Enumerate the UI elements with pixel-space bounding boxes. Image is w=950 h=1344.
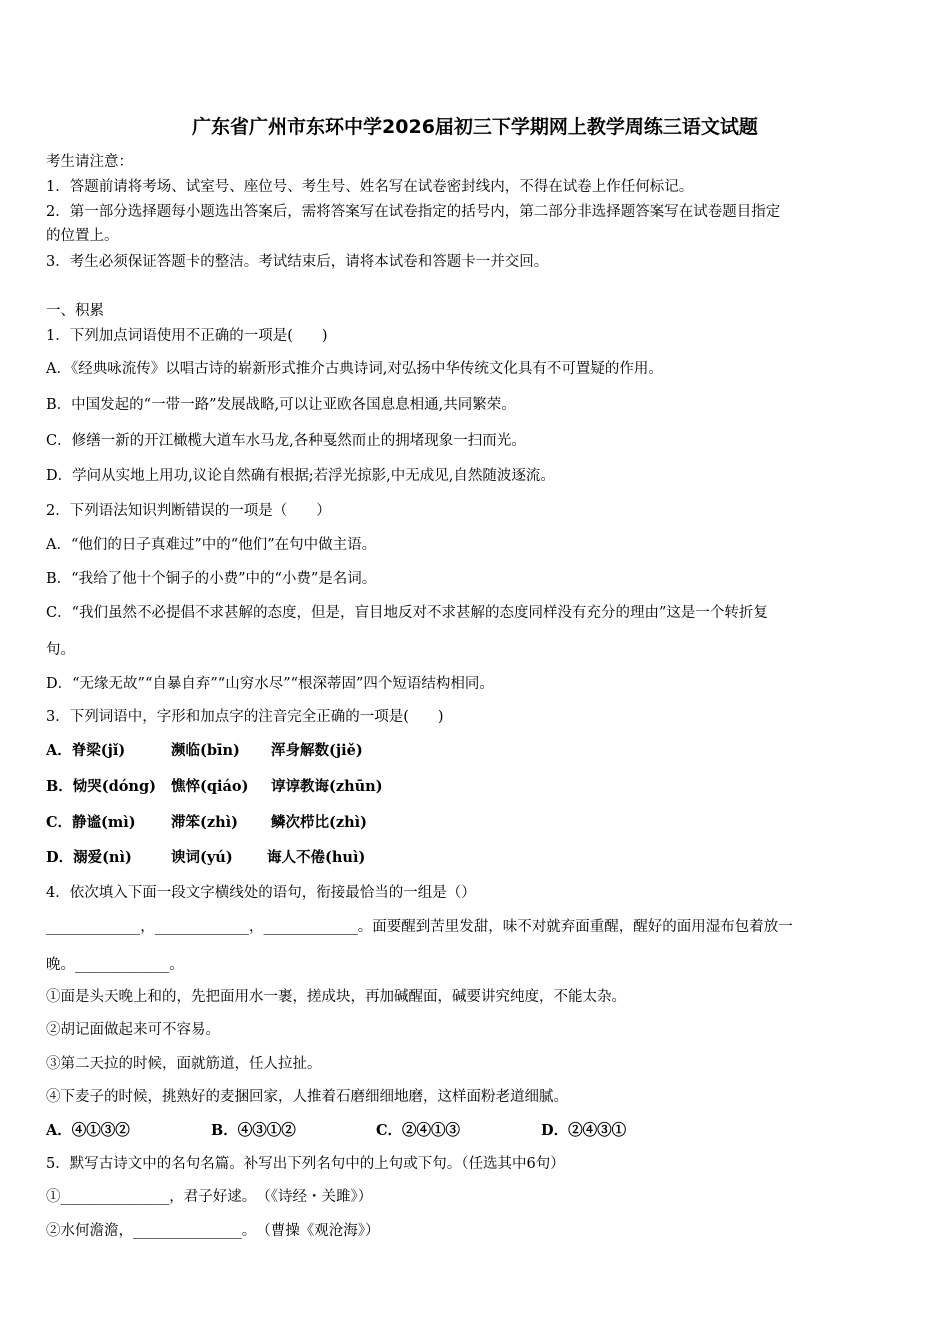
- question-1-option-c: C．修缮一新的开江橄榄大道车水马龙,各种戛然而止的拥堵现象一扫而光。: [46, 433, 526, 449]
- option-word: 谀词(yú): [171, 849, 233, 866]
- question-2-option-a: A．“他们的日子真难过”中的“他们”在句中做主语。: [46, 537, 377, 553]
- notice-item: 1．答题前请将考场、试室号、座位号、考生号、姓名写在试卷密封线内，不得在试卷上作任何标记。: [46, 179, 694, 195]
- option-word: 憔悴(qiáo): [171, 778, 249, 795]
- option-word: 谆谆教诲(zhūn): [271, 778, 383, 795]
- option-word: 诲人不倦(huì): [267, 849, 366, 866]
- section-heading: 一、积累: [46, 303, 104, 319]
- question-1-stem: 1．下列加点词语使用不正确的一项是( ): [46, 328, 328, 344]
- option-word: 濒临(bīn): [171, 742, 240, 759]
- option-word: 鳞次栉比(zhì): [271, 814, 368, 831]
- question-4-option: D．②④③①: [541, 1122, 627, 1139]
- question-3-option-a: [46, 741, 363, 761]
- question-5-item: ②水何澹澹，_______________。 （曹操《观沧海》）: [46, 1223, 380, 1239]
- question-4-passage-cont: 晚。_____________。: [46, 957, 184, 973]
- question-4-option: B．④③①②: [211, 1122, 296, 1139]
- question-4-options: [46, 1121, 626, 1141]
- question-2-option-d: D．“无缘无故”“自暴自弃”“山穷水尽”“根深蒂固”四个短语结构相同。: [46, 676, 494, 692]
- option-word: B．恸哭(dóng): [46, 778, 156, 795]
- question-4-passage: _____________，_____________，_____________。面要醒到苦里发甜，味不对就弃面重醒，醒好的面用湿布包着放一: [46, 919, 793, 935]
- notice-item: 3．考生必须保证答题卡的整洁。考试结束后，请将本试卷和答题卡一并交回。: [46, 254, 549, 270]
- question-4-sentence: ①面是头天晚上和的，先把面用水一裹，搓成块，再加碱醒面，碱要讲究纯度，不能太杂。: [46, 989, 626, 1005]
- question-4-option: A．④①③②: [46, 1122, 130, 1139]
- question-2-option-c-cont: 句。: [46, 642, 75, 658]
- option-word: C．静谧(mì): [46, 814, 136, 831]
- notice-heading: 考生请注意：: [46, 154, 133, 170]
- question-4-sentence: ②胡记面做起来可不容易。: [46, 1022, 220, 1038]
- question-3-option-c: [46, 813, 367, 833]
- page-title: 广东省广州市东环中学2026届初三下学期网上教学周练三语文试题: [192, 116, 758, 138]
- question-3-option-b: [46, 777, 383, 797]
- question-5-item: ①_______________，君子好逑。 （《诗经・关雎》）: [46, 1189, 373, 1205]
- question-1-option-a: A．《经典咏流传》以唱古诗的崭新形式推介古典诗词,对弘扬中华传统文化具有不可置疑的作用。: [46, 361, 663, 377]
- notice-item: 2．第一部分选择题每小题选出答案后，需将答案写在试卷指定的括号内，第二部分非选择题答案写在试卷题目指定: [46, 204, 781, 220]
- question-2-stem: 2．下列语法知识判断错误的一项是（ ）: [46, 503, 331, 519]
- option-word: 浑身解数(jiě): [271, 742, 363, 759]
- question-4-sentence: ④下麦子的时候，挑熟好的麦捆回家，人推着石磨细细地磨，这样面粉老道细腻。: [46, 1089, 568, 1105]
- question-3-option-d: [46, 848, 365, 868]
- question-3-stem: 3．下列词语中，字形和加点字的注音完全正确的一项是( ): [46, 709, 444, 725]
- question-2-option-b: B．“我给了他十个铜子的小费”中的“小费”是名词。: [46, 571, 377, 587]
- question-4-sentence: ③第二天拉的时候，面就筋道，任人拉扯。: [46, 1056, 322, 1072]
- question-4-stem: 4．依次填入下面一段文字横线处的语句，衔接最恰当的一组是（）: [46, 885, 476, 901]
- notice-item: 的位置上。: [46, 228, 119, 244]
- question-1-option-b: B．中国发起的“一带一路”发展战略,可以让亚欧各国息息相通,共同繁荣。: [46, 397, 516, 413]
- question-5-stem: 5．默写古诗文中的名句名篇。补写出下列名句中的上句或下句。（任选其中6句）: [46, 1156, 565, 1172]
- question-1-option-d: D．学问从实地上用功,议论自然确有根据;若浮光掠影,中无成见,自然随波逐流。: [46, 468, 555, 484]
- option-word: 滞笨(zhì): [171, 814, 239, 831]
- option-word: D．溺爱(nì): [46, 849, 132, 866]
- question-4-option: C．②④①③: [376, 1122, 461, 1139]
- question-2-option-c: C．“我们虽然不必提倡不求甚解的态度，但是，盲目地反对不求甚解的态度同样没有充分的理由”这是一个转折复: [46, 605, 768, 621]
- option-word: A．脊梁(jǐ): [46, 742, 126, 759]
